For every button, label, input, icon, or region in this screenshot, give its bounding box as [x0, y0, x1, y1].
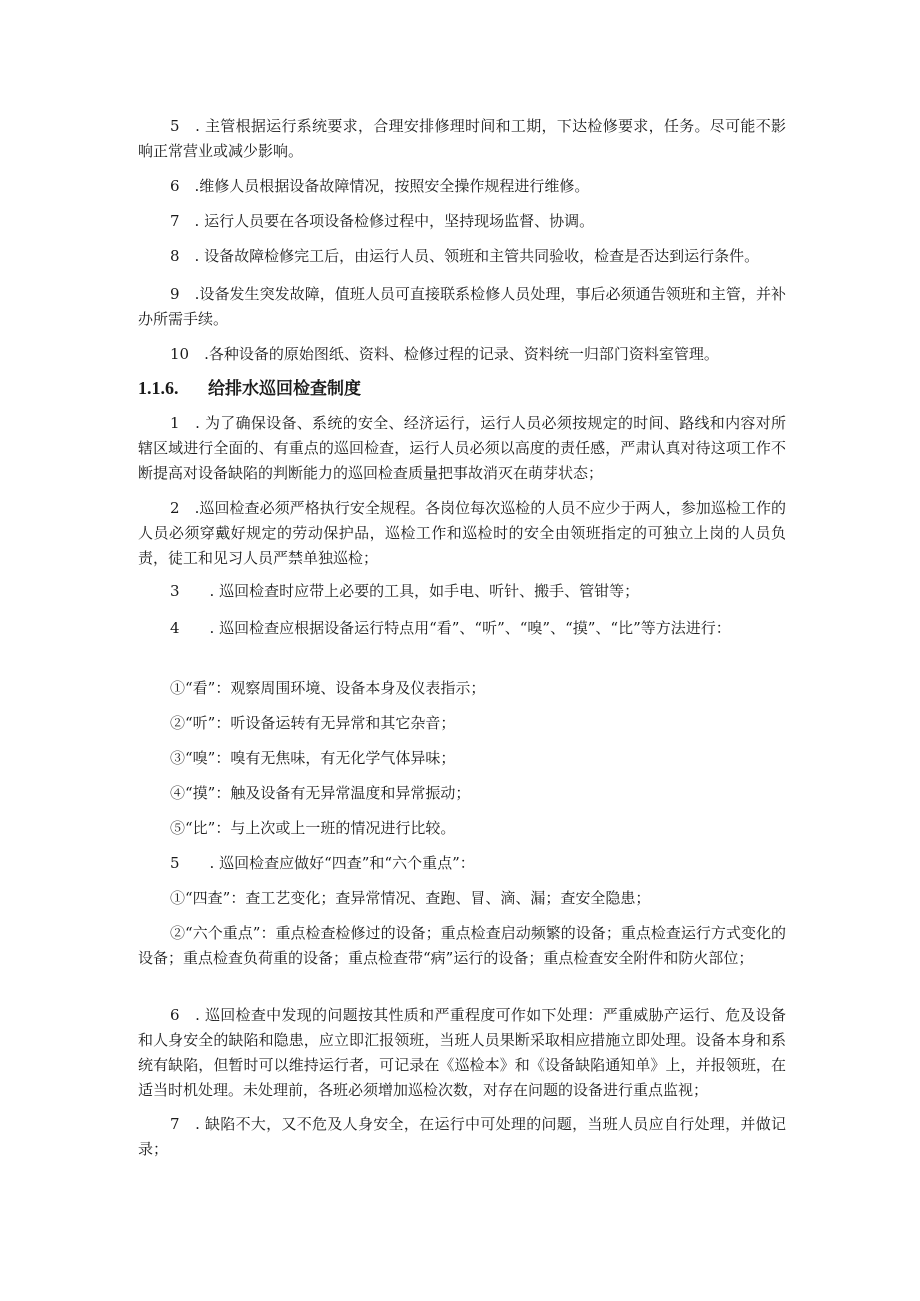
- section-number: 1.1.6.: [138, 378, 179, 398]
- method-listen: ②“听”：听设备运转有无异常和其它杂音；: [170, 714, 456, 732]
- method-look: ①“看”：观察周围环境、设备本身及仪表指示；: [170, 679, 486, 697]
- inspection-item-1: 1 . 为了确保设备、系统的安全、经济运行，运行人员必须按规定的时间、路线和内容对所辖区域进行全面的、有重点的巡回检查，运行人员必须以高度的责任感，严肃认真对待这项工作不断提高对设备缺陷的判断能力的巡回检查质量把事故消灭在萌芽状态；: [138, 414, 786, 482]
- inspection-item-3: 3 . 巡回检查时应带上必要的工具，如手电、听针、搬手、管钳等；: [170, 582, 640, 600]
- paragraph-item-7: 7 . 运行人员要在各项设备检修过程中，坚持现场监督、协调。: [170, 212, 595, 230]
- four-checks: ①“四查”：查工艺变化；查异常情况、查跑、冒、滴、漏；查安全隐患；: [170, 889, 651, 907]
- method-smell: ③“嗅”：嗅有无焦味，有无化学气体异味；: [170, 749, 456, 767]
- method-touch: ④“摸”：触及设备有无异常温度和异常振动；: [170, 784, 471, 802]
- paragraph-item-5: 5 . 主管根据运行系统要求，合理安排修理时间和工期，下达检修要求，任务。尽可能不影响正常营业或减少影响。: [138, 117, 786, 160]
- section-heading: [138, 376, 786, 402]
- inspection-item-7: 7 . 缺陷不大，又不危及人身安全，在运行中可处理的问题，当班人员应自行处理，并做记录；: [138, 1115, 786, 1158]
- inspection-item-2: 2 .巡回检查必须严格执行安全规程。各岗位每次巡检的人员不应少于两人，参加巡检工作的人员必须穿戴好规定的劳动保护品，巡检工作和巡检时的安全由领班指定的可独立上岗的人员负责，徒工和见习人员严禁单独巡检；: [138, 499, 786, 567]
- section-title: 给排水巡回检查制度: [208, 379, 361, 399]
- six-key-points: ②“六个重点”：重点检查检修过的设备；重点检查启动频繁的设备；重点检查运行方式变化的设备；重点检查负荷重的设备；重点检查带“病”运行的设备；重点检查安全附件和防火部位；: [138, 924, 786, 967]
- paragraph-item-8: 8 . 设备故障检修完工后，由运行人员、领班和主管共同验收，检查是否达到运行条件。: [170, 247, 760, 265]
- paragraph-item-9: 9 .设备发生突发故障，值班人员可直接联系检修人员处理，事后必须通告领班和主管，并补办所需手续。: [138, 285, 786, 328]
- paragraph-item-6: 6 .维修人员根据设备故障情况，按照安全操作规程进行维修。: [170, 177, 590, 195]
- inspection-item-4: 4 . 巡回检查应根据设备运行特点用“看”、“听”、“嗅”、“摸”、“比”等方法进行：: [170, 619, 731, 637]
- inspection-item-6: 6 . 巡回检查中发现的问题按其性质和严重程度可作如下处理：严重威胁产运行、危及设备和人身安全的缺陷和隐患，应立即汇报领班，当班人员果断采取相应措施立即处理。设备本身和系统有缺陷，但暂时可以维持运行者，可记录在《巡检本》和《设备缺陷通知单》上，并报领班，在适当时机处理。未处理前，各班必须增加巡检次数，对存在问题的设备进行重点监视；: [138, 1006, 786, 1099]
- paragraph-item-10: 10 .各种设备的原始图纸、资料、检修过程的记录、资料统一归部门资料室管理。: [170, 345, 719, 363]
- inspection-item-5: 5 . 巡回检查应做好“四查”和“六个重点”：: [170, 854, 475, 872]
- method-compare: ⑤“比”：与上次或上一班的情况进行比较。: [170, 819, 456, 837]
